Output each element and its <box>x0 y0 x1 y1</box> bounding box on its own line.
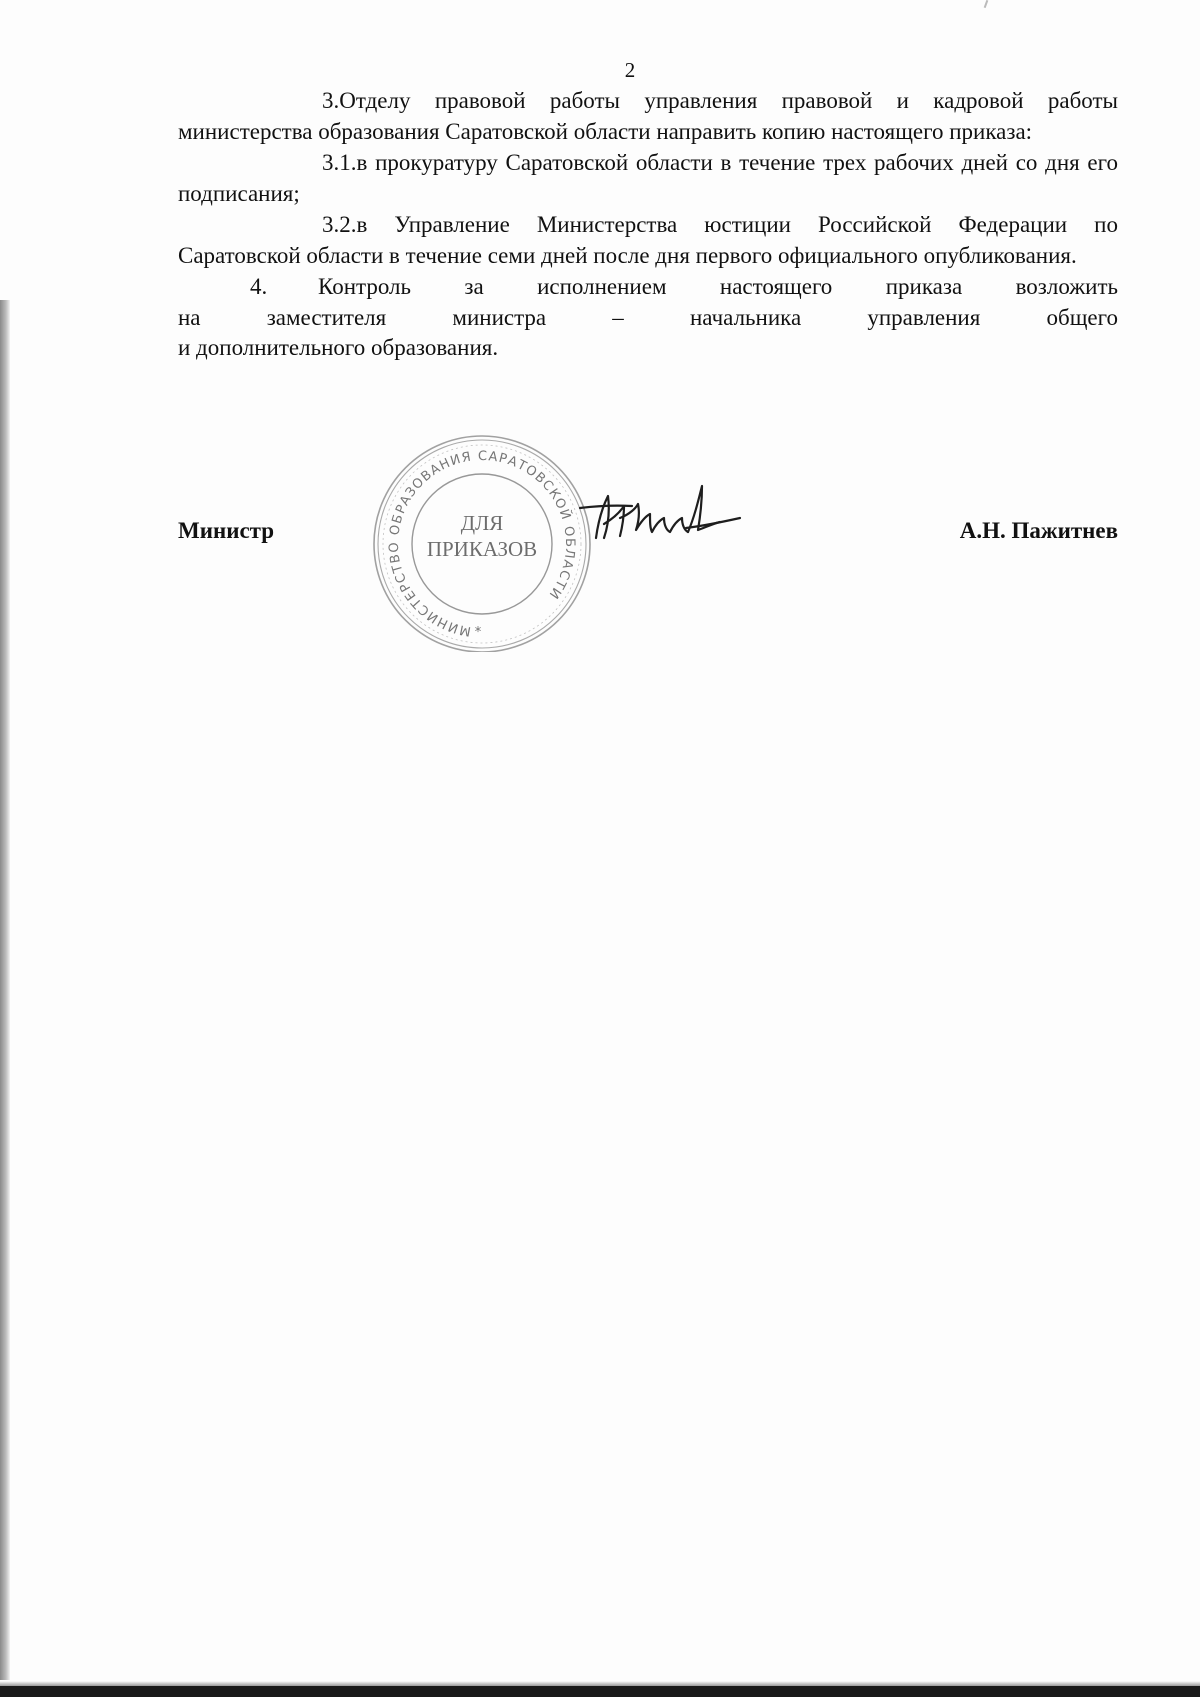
signature-row <box>178 516 1118 546</box>
scan-left-edge <box>0 300 10 1680</box>
document-body <box>178 86 1118 364</box>
paragraph-3 <box>178 86 1118 147</box>
paragraph-3-1 <box>178 148 1118 209</box>
paragraph-number: 4. <box>250 274 268 299</box>
paragraph-number: 3.1. <box>322 150 357 175</box>
seal-center-line-1: ДЛЯ <box>460 511 504 535</box>
signatory-name: А.Н. Пажитнев <box>959 518 1118 543</box>
seal-center-line-2: ПРИКАЗОВ <box>426 537 538 561</box>
scan-mark <box>984 0 989 8</box>
signatory-title: Министр <box>178 518 275 543</box>
paragraph-3-2 <box>178 210 1118 271</box>
scan-bottom-edge <box>0 1686 1200 1697</box>
paragraph-text: Отделу правовой работы управления правовой и кадровой работы министерства образования Саратовской области направить копию настоящего приказа: <box>178 88 1118 144</box>
paragraph-4-line-1 <box>178 272 1118 303</box>
paragraph-number: 3.2. <box>322 212 357 237</box>
seal-star: * <box>474 625 482 640</box>
paragraph-4 <box>178 272 1118 364</box>
paragraph-number: 3. <box>322 88 340 113</box>
seal-ring-text: МИНИСТЕРСТВО ОБРАЗОВАНИЯ САРАТОВСКОЙ ОБЛАСТИ <box>386 448 578 639</box>
paragraph-text: в Управление Министерства юстиции Российской Федерации по Саратовской области в течение семи дней после дня первого официального опубликования. <box>178 212 1118 268</box>
paragraph-text: Контроль за исполнением настоящего приказа возложить <box>318 274 1118 299</box>
page-number: 2 <box>624 58 636 82</box>
paragraph-text: в прокуратуру Саратовской области в течение трех рабочих дней со дня его подписания; <box>178 150 1118 206</box>
paragraph-4-line-3: и дополнительного образования. <box>178 335 499 360</box>
paragraph-4-line-2: на заместителя министра – начальника управления общего <box>178 304 1118 330</box>
